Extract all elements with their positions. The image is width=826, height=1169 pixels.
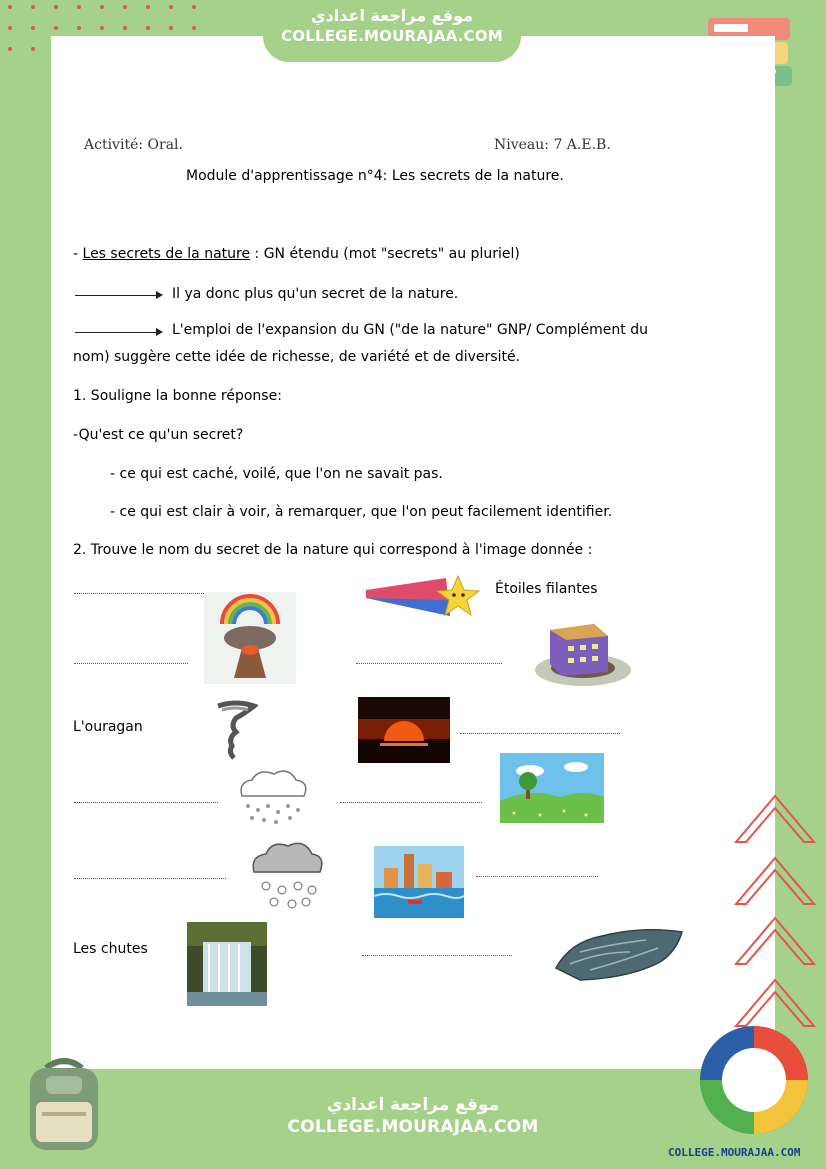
sinkhole-building-image <box>528 616 634 692</box>
site-arabic-title: موقع مراجعة اعدادي <box>310 6 474 25</box>
q1-option-hidden[interactable]: - ce qui est caché, voilé, que l'on ne savait pas. <box>110 466 443 482</box>
answer-blank[interactable] <box>476 866 598 877</box>
answer-ouragan: L'ouragan <box>73 719 143 735</box>
shooting-star-image <box>366 570 486 624</box>
intro-heading-line: - Les secrets de la nature : GN étendu (mot "secrets" au pluriel) <box>73 246 520 262</box>
q1-question: -Qu'est ce qu'un secret? <box>73 427 244 443</box>
intro-heading: Les secrets de la nature <box>82 246 251 262</box>
answer-blank[interactable] <box>356 653 502 664</box>
arrow-icon <box>75 295 161 296</box>
q2-prompt: 2. Trouve le nom du secret de la nature qui correspond à l'image donnée : <box>73 542 593 558</box>
document-title: Module d'apprentissage n°4: Les secrets de la nature. <box>186 168 564 184</box>
answer-blank[interactable] <box>340 792 482 803</box>
q1-option-clear[interactable]: - ce qui est clair à voir, à remarquer, que l'on peut facilement identifier. <box>110 504 613 520</box>
site-url-link[interactable]: COLLEGE.MOURAJAA.COM <box>281 27 503 45</box>
rock-image <box>550 922 688 986</box>
intro-line-1: Il ya donc plus qu'un secret de la nature. <box>172 286 459 302</box>
site-url-link[interactable]: COLLEGE.MOURAJAA.COM <box>287 1117 539 1137</box>
intro-heading-rest: : GN étendu (mot "secrets" au pluriel) <box>250 246 520 262</box>
volcano-rainbow-image <box>204 592 296 684</box>
answer-blank[interactable] <box>74 868 226 879</box>
site-banner-bottom <box>263 1075 563 1169</box>
answer-chutes: Les chutes <box>73 941 148 957</box>
answer-blank[interactable] <box>74 653 188 664</box>
intro-line-2b: nom) suggère cette idée de richesse, de variété et de diversité. <box>73 349 521 365</box>
hail-cloud-image <box>232 766 312 830</box>
answer-blank[interactable] <box>74 583 206 594</box>
level-label: Niveau: 7 A.E.B. <box>494 137 611 153</box>
site-arabic-title: موقع مراجعة اعدادي <box>326 1095 500 1115</box>
tornado-image <box>214 700 258 760</box>
sunset-image <box>358 697 450 763</box>
green-meadow-image <box>500 753 604 823</box>
backpack-icon <box>16 1054 112 1154</box>
snow-cloud-image <box>248 836 326 912</box>
site-logo-icon <box>694 1022 818 1138</box>
answer-blank[interactable] <box>362 945 512 956</box>
chevron-up-icon <box>732 790 818 1050</box>
activity-label: Activité: Oral. <box>84 137 183 153</box>
answer-blank[interactable] <box>460 723 620 734</box>
arrow-icon <box>75 332 161 333</box>
answer-etoiles: Étoiles filantes <box>495 581 598 597</box>
logo-caption: COLLEGE.MOURAJAA.COM <box>668 1146 801 1159</box>
answer-blank[interactable] <box>74 792 218 803</box>
waterfall-image <box>187 922 267 1006</box>
site-banner-top <box>263 0 521 62</box>
q1-prompt: 1. Souligne la bonne réponse: <box>73 388 282 404</box>
intro-line-2a: L'emploi de l'expansion du GN ("de la nature" GNP/ Complément du <box>172 322 648 338</box>
flood-city-image <box>374 846 464 918</box>
